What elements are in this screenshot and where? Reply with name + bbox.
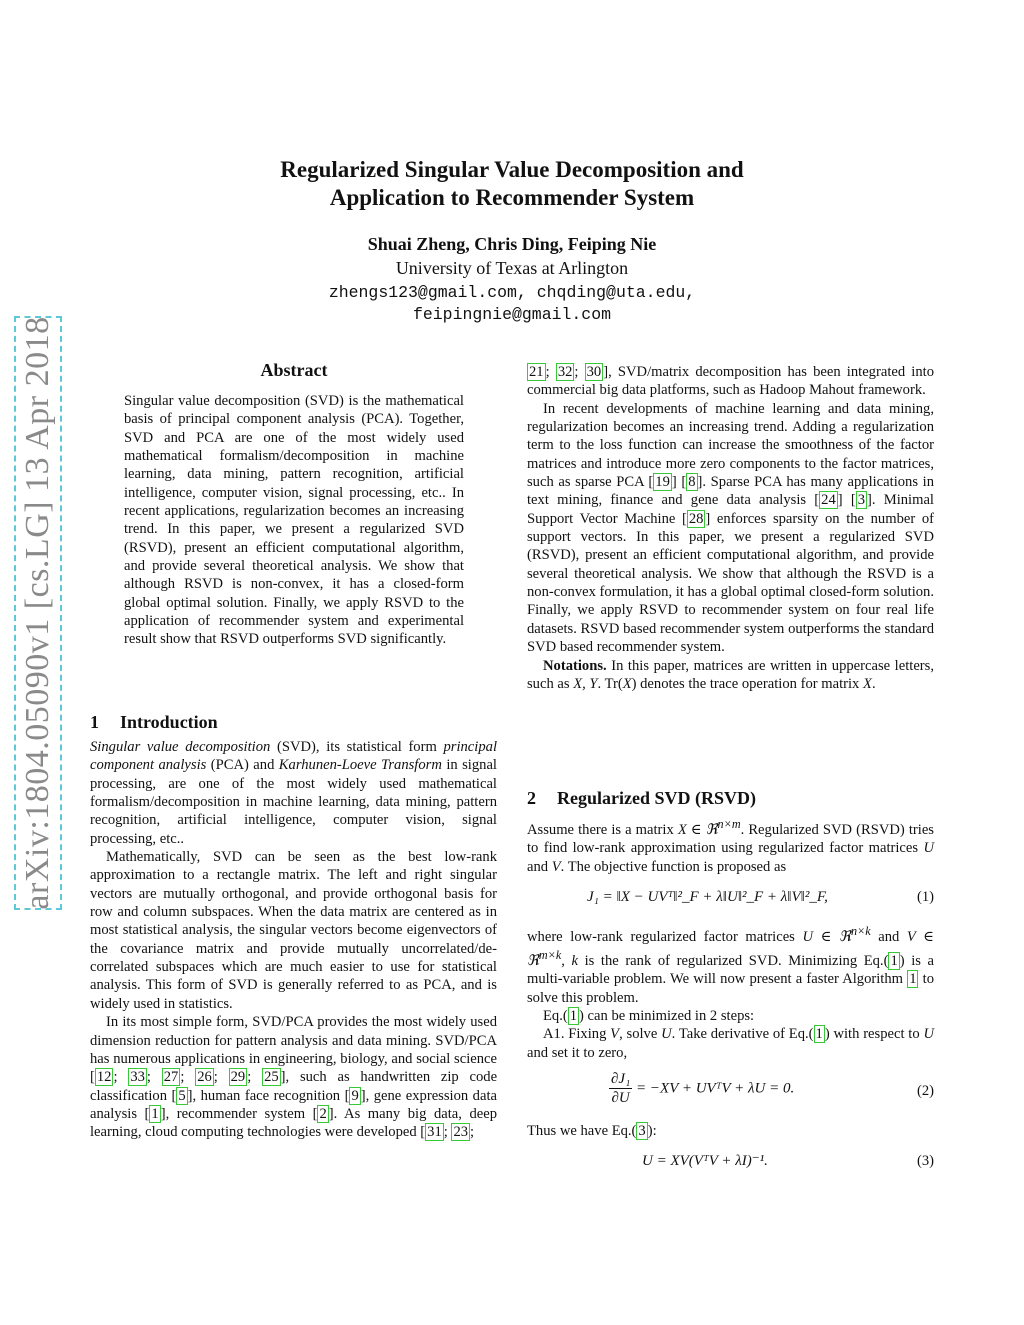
math: V ∈ ℜ — [527, 928, 934, 969]
text: (PCA) and — [206, 757, 279, 774]
right-column-bottom — [527, 815, 934, 1186]
citation-link[interactable]: 19 — [655, 474, 670, 491]
citation-link[interactable]: 3 — [857, 492, 865, 509]
equation-2-number: (2) — [916, 1083, 934, 1100]
intro-continued: 21 ; 32 ; 30 ], SVD/matrix decomposition has been integrated into commercial big data platforms, such as Hadoop Mahout framework. — [527, 364, 935, 399]
abstract-body: Singular value decomposition (SVD) is the mathematical basis of principal component analysis (PCA). Together, SVD and PCA are one of the most widely used mathematical formalism/decomposition in machine learning, data mining, pattern recognition, artificial intelligence, computer vision, signal processing, etc.. In recent applications, regularization becomes an increasing trend. In this paper, we present a regularized SVD (RSVD), present an efficient computational algorithm, and provide several theoretical analysis. We show that although RSVD is non-convex, it has a closed-form global optimal solution. Finally, we apply RSVD to the application of recommender system and experimental result show that RSVD outperforms SVD significantly. — [124, 393, 464, 648]
equation-link[interactable]: 3 — [638, 1123, 646, 1140]
text: in signal processing, are one of the most widely used mathematical formalism/decomposition in machine learning, data mining, pattern recognition, artificial intelligence, computer vision, signal processing, etc.. — [90, 757, 497, 847]
text: Eq.( — [543, 1007, 568, 1024]
text: ], human face recognition [ — [187, 1087, 350, 1104]
section-2-number: 2 — [527, 788, 536, 808]
text: ], SVD/matrix decomposition has been integrated into commercial big data platforms, such as Hadoop Mahout framework. — [527, 364, 935, 399]
arxiv-stamp — [14, 316, 62, 910]
equation-link[interactable]: 1 — [569, 1007, 578, 1024]
citation-link[interactable]: 12 — [96, 1069, 112, 1086]
section-2-heading — [527, 787, 756, 809]
paper-title — [0, 156, 1024, 212]
math: V — [551, 858, 561, 875]
text: In this paper, matrices are written in uppercase letters, such as — [527, 657, 934, 692]
math: X, Y — [573, 675, 598, 692]
right-column-top — [527, 363, 934, 693]
rsvd-paragraph-5 — [527, 1122, 934, 1140]
title-line-1: Regularized Singular Value Decomposition and — [280, 157, 744, 182]
text: , solve — [619, 1026, 662, 1043]
math: V — [610, 1026, 620, 1043]
citation-link[interactable]: 21 — [529, 364, 544, 380]
text: , — [561, 952, 572, 969]
citation-link[interactable]: 33 — [130, 1069, 145, 1086]
intro-paragraph-4 — [527, 400, 934, 657]
text: to solve this problem. — [527, 971, 935, 1006]
email-line-2: feipingnie@gmail.com — [412, 305, 612, 324]
arxiv-identifier: arXiv:1804.05090v1 [cs.LG] 13 Apr 2018 — [19, 316, 56, 910]
section-1-number: 1 — [90, 712, 99, 732]
intro-paragraph-2: Mathematically, SVD can be seen as the best low-rank approximation to a rectangle matrix. The left and right singular vectors are mutually orthogonal, and provide orthogonal basis for row and column subspaces. When the data matrix are centered as in most statistical analysis, the singular vectors become eigenvectors of the covariance matrix and provide mutually uncorrelated/de-correlated subspaces which are much easier to use for statistical analysis. This form of SVD is generally referred to as PCA, and is widely used in statistics. — [90, 849, 497, 1012]
math-sup: n×m — [717, 817, 741, 831]
text: In recent developments of machine learning and data mining, regularization becomes an increasing trend. Adding a regularization term to the loss function can increase the smoothness of the factor matrices and introduce more zero components to the factor matrices, such as sparse PCA [ — [527, 400, 934, 491]
citation-link[interactable]: 23 — [453, 1124, 469, 1141]
text: ) is a multi-variable problem. We will now present a faster Algorithm — [527, 952, 934, 988]
citation-link[interactable]: 25 — [264, 1069, 279, 1086]
math: k — [571, 952, 578, 969]
citation-link[interactable]: 5 — [178, 1087, 186, 1104]
math-sup: n×k — [850, 923, 871, 938]
text: and set it to zero, — [527, 1044, 628, 1061]
math: U — [923, 840, 934, 857]
citation-link[interactable]: 30 — [586, 364, 602, 380]
rsvd-paragraph-2 — [527, 922, 934, 1007]
text: . Take derivative of Eq.( — [671, 1026, 814, 1043]
text: ] enforces sparsity on the number of support vectors. In this paper, we present a regularized SVD (RSVD), present an efficient computational algorithm, and provide several theoretical analysis. We show that although the RSVD is a non-convex formulation, it has a global optimal closed-form solution. Finally, we apply RSVD to recommender system on four real life datasets. RSVD based recommender system outperforms the standard SVD based recommender system. — [527, 510, 934, 656]
text: . The objective function is proposed as — [560, 858, 787, 875]
citation-link[interactable]: 27 — [163, 1069, 179, 1086]
text: ) with respect to — [824, 1026, 924, 1043]
text: In its most simple form, SVD/PCA provides the most widely used dimension reduction for pattern analysis and data mining. SVD/PCA has numerous applications in engineering, biology, and social science [ — [90, 1014, 497, 1086]
text: ]. As many big data, deep learning, cloud computing technologies were developed [ — [90, 1105, 497, 1141]
abstract-heading: Abstract — [260, 360, 328, 380]
rsvd-paragraph-3 — [527, 1007, 934, 1025]
rsvd-paragraph-1 — [527, 815, 934, 876]
text: ], gene expression data analysis [ — [90, 1087, 497, 1122]
equation-2-rhs: = −XV + UVᵀV + λU = 0. — [636, 1080, 795, 1097]
text: A1. Fixing — [543, 1026, 611, 1043]
text: is the rank of regularized SVD. Minimizing Eq.( — [578, 952, 889, 969]
equation-2-expr — [609, 1070, 794, 1108]
term-svd: Singular value decomposition — [90, 739, 271, 755]
fraction-numerator: ∂J₁ — [609, 1070, 632, 1089]
citation-link[interactable]: 26 — [197, 1069, 212, 1086]
affiliation: University of Texas at Arlington — [395, 258, 629, 278]
text: and — [527, 858, 552, 875]
text: . — [871, 675, 876, 692]
text: Thus we have Eq.( — [527, 1123, 637, 1140]
section-1-heading — [90, 711, 218, 733]
citation-link[interactable]: 31 — [427, 1124, 442, 1141]
equation-1-number: (1) — [916, 888, 934, 905]
math: U ∈ ℜ — [802, 928, 851, 945]
text: ], recommender system [ — [160, 1105, 318, 1122]
citation-link[interactable]: 9 — [351, 1087, 359, 1104]
text: ) can be minimized in 2 steps: — [579, 1007, 755, 1024]
math: X — [863, 675, 872, 692]
text: ]. Minimal Support Vector Machine [ — [527, 492, 934, 527]
equation-3-number: (3) — [916, 1153, 934, 1170]
math: X ∈ ℜ — [677, 821, 718, 838]
section-2-title: Regularized SVD (RSVD) — [557, 788, 756, 808]
text: ) denotes the trace operation for matrix — [631, 675, 864, 692]
citation-link[interactable]: 29 — [230, 1069, 246, 1086]
equation-1-expr: J₁ = ‖X − UVᵀ‖²_F + λ‖U‖²_F + λ‖V‖²_F, — [587, 888, 828, 905]
equation-3-expr: U = XV(VᵀV + λI)⁻¹. — [642, 1153, 768, 1170]
math: U — [923, 1026, 934, 1043]
notations-label: Notations. — [543, 657, 607, 674]
intro-paragraph-3: In its most simple form, SVD/PCA provides the most widely used dimension reduction for pattern analysis and data mining. SVD/PCA has numerous applications in engineering, biology, and social science [ 12 ; 33 ; 27 ; 26 ; 29 ; 25 ], such as handwritten zip code classification [ 5 ], human face recognition [ 9 ], gene expression data analysis [ 1 ], recommender system [ 2 ]. As many big data, deep learning, cloud computing technologies were developed [ 31 ; 23 ; — [90, 1014, 498, 1141]
text: Assume there is a matrix — [527, 821, 678, 838]
citation-link[interactable]: 1 — [151, 1105, 159, 1122]
left-column — [90, 738, 497, 1142]
text: and — [870, 928, 907, 945]
section-1-title: Introduction — [120, 712, 218, 732]
term-pca: principal component analysis — [90, 739, 497, 774]
intro-paragraph-1 — [90, 738, 497, 848]
notations-paragraph — [527, 657, 934, 694]
derivative-fraction — [609, 1070, 632, 1108]
term-klt: Karhunen-Loeve Transform — [278, 757, 442, 774]
equation-link[interactable]: 1 — [815, 1026, 823, 1043]
text: ): — [647, 1123, 657, 1140]
email-line-1: zhengs123@gmail.com, chqding@uta.edu, — [328, 283, 696, 302]
fraction-denominator: ∂U — [611, 1090, 630, 1107]
equation-2 — [527, 1070, 934, 1114]
rsvd-paragraph-4 — [527, 1025, 934, 1062]
text: ], such as handwritten zip code classification [ — [90, 1069, 498, 1104]
text: (SVD), its statistical form — [270, 739, 444, 755]
text: where low-rank regularized factor matrices — [527, 928, 803, 945]
title-line-2: Application to Recommender System — [329, 185, 695, 210]
citation-link[interactable]: 24 — [821, 492, 836, 509]
equation-1 — [527, 884, 934, 914]
equation-3 — [527, 1148, 934, 1178]
citation-link[interactable]: 32 — [557, 364, 573, 380]
text: ] [ — [671, 474, 687, 491]
emails — [0, 282, 1024, 326]
math: U — [661, 1026, 672, 1043]
citation-link[interactable]: 28 — [688, 510, 704, 527]
text: ]. Sparse PCA has many applications in text mining, finance and gene data analysis [ — [527, 474, 934, 509]
algorithm-link[interactable]: 1 — [909, 971, 917, 988]
math: X — [622, 675, 632, 692]
math-sup: m×k — [538, 948, 562, 963]
authors: Shuai Zheng, Chris Ding, Feiping Nie — [367, 234, 657, 254]
citation-link[interactable]: 8 — [688, 474, 696, 491]
citation-link[interactable]: 2 — [319, 1105, 327, 1122]
text: . Tr( — [597, 675, 623, 692]
text: ] [ — [837, 492, 856, 509]
text: . Regularized SVD (RSVD) tries to find low-rank approximation using regularized factor matrices — [527, 821, 934, 857]
equation-link[interactable]: 1 — [890, 952, 898, 969]
